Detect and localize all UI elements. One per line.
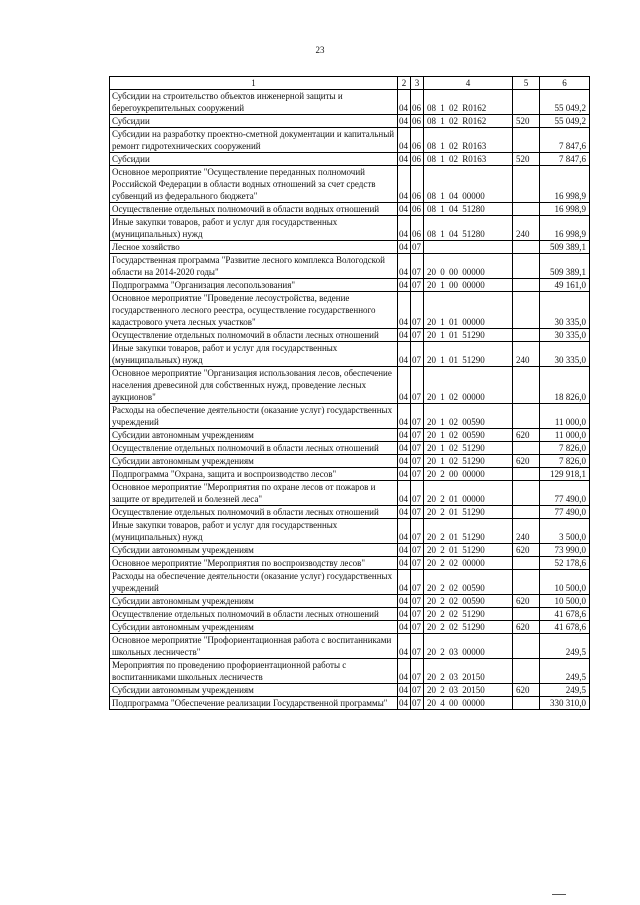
row-target-code: 20 1 02 00590 bbox=[424, 404, 513, 429]
row-subsection: 06 bbox=[411, 203, 424, 216]
row-amount: 249,5 bbox=[540, 659, 590, 684]
row-expense-type bbox=[513, 166, 540, 203]
row-target-code: 08 1 04 00000 bbox=[424, 166, 513, 203]
row-subsection: 07 bbox=[411, 634, 424, 659]
row-target-code: 20 1 00 00000 bbox=[424, 279, 513, 292]
row-expense-type bbox=[513, 634, 540, 659]
column-header-2: 2 bbox=[398, 77, 411, 90]
row-section: 04 bbox=[398, 203, 411, 216]
row-name: Субсидии bbox=[110, 153, 398, 166]
row-amount: 30 335,0 bbox=[540, 342, 590, 367]
row-amount: 7 847,6 bbox=[540, 128, 590, 153]
table-row bbox=[110, 216, 590, 241]
row-amount: 41 678,6 bbox=[540, 621, 590, 634]
row-section: 04 bbox=[398, 429, 411, 442]
row-expense-type bbox=[513, 468, 540, 481]
row-section: 04 bbox=[398, 608, 411, 621]
row-expense-type bbox=[513, 608, 540, 621]
row-name: Основное мероприятие "Мероприятия по охране лесов от пожаров и защите от вредителей и болезней леса" bbox=[110, 481, 398, 506]
row-subsection: 06 bbox=[411, 166, 424, 203]
row-section: 04 bbox=[398, 595, 411, 608]
table-row bbox=[110, 519, 590, 544]
row-expense-type: 620 bbox=[513, 684, 540, 697]
row-amount: 77 490,0 bbox=[540, 506, 590, 519]
row-expense-type bbox=[513, 90, 540, 115]
row-expense-type: 240 bbox=[513, 216, 540, 241]
table-row bbox=[110, 153, 590, 166]
row-name: Иные закупки товаров, работ и услуг для государственных (муниципальных) нужд bbox=[110, 216, 398, 241]
row-section: 04 bbox=[398, 634, 411, 659]
row-name: Субсидии автономным учреждениям bbox=[110, 595, 398, 608]
row-expense-type bbox=[513, 570, 540, 595]
row-section: 04 bbox=[398, 544, 411, 557]
row-name: Осуществление отдельных полномочий в области лесных отношений bbox=[110, 506, 398, 519]
row-amount: 249,5 bbox=[540, 684, 590, 697]
row-target-code: 20 1 01 51290 bbox=[424, 329, 513, 342]
row-target-code: 20 1 02 51290 bbox=[424, 455, 513, 468]
row-amount: 18 826,0 bbox=[540, 367, 590, 404]
row-expense-type: 520 bbox=[513, 115, 540, 128]
table-row bbox=[110, 367, 590, 404]
row-amount: 7 826,0 bbox=[540, 442, 590, 455]
table-row bbox=[110, 404, 590, 429]
row-target-code: 20 2 01 00000 bbox=[424, 481, 513, 506]
row-section: 04 bbox=[398, 506, 411, 519]
row-target-code: 08 1 02 R0163 bbox=[424, 153, 513, 166]
budget-table bbox=[109, 76, 590, 710]
row-name: Основное мероприятие "Мероприятия по воспроизводству лесов" bbox=[110, 557, 398, 570]
table-row bbox=[110, 557, 590, 570]
row-name: Субсидии автономным учреждениям bbox=[110, 621, 398, 634]
table-row bbox=[110, 329, 590, 342]
row-name: Осуществление отдельных полномочий в области лесных отношений bbox=[110, 442, 398, 455]
row-expense-type bbox=[513, 659, 540, 684]
table-row bbox=[110, 342, 590, 367]
page-number: 23 bbox=[315, 45, 325, 55]
row-name: Субсидии автономным учреждениям bbox=[110, 544, 398, 557]
row-subsection: 07 bbox=[411, 570, 424, 595]
table-row bbox=[110, 634, 590, 659]
table-row bbox=[110, 128, 590, 153]
row-section: 04 bbox=[398, 90, 411, 115]
column-header-4: 4 bbox=[424, 77, 513, 90]
row-amount: 330 310,0 bbox=[540, 697, 590, 710]
row-section: 04 bbox=[398, 279, 411, 292]
row-subsection: 07 bbox=[411, 367, 424, 404]
row-name: Субсидии на строительство объектов инженерной защиты и берегоукрепительных сооружений bbox=[110, 90, 398, 115]
row-expense-type bbox=[513, 481, 540, 506]
row-expense-type bbox=[513, 128, 540, 153]
row-target-code: 20 1 01 51290 bbox=[424, 342, 513, 367]
table-row bbox=[110, 506, 590, 519]
row-name: Мероприятия по проведению профориентационной работы с воспитанниками школьных лесничеств bbox=[110, 659, 398, 684]
row-section: 04 bbox=[398, 241, 411, 254]
row-target-code: 08 1 04 51280 bbox=[424, 203, 513, 216]
row-section: 04 bbox=[398, 166, 411, 203]
row-name: Подпрограмма "Обеспечение реализации Государственной программы" bbox=[110, 697, 398, 710]
row-subsection: 07 bbox=[411, 241, 424, 254]
row-amount: 16 998,9 bbox=[540, 166, 590, 203]
column-header-3: 3 bbox=[411, 77, 424, 90]
row-expense-type bbox=[513, 292, 540, 329]
table-row bbox=[110, 166, 590, 203]
row-name: Субсидии автономным учреждениям bbox=[110, 429, 398, 442]
row-expense-type bbox=[513, 203, 540, 216]
row-amount: 129 918,1 bbox=[540, 468, 590, 481]
row-target-code: 20 1 02 51290 bbox=[424, 442, 513, 455]
row-expense-type: 240 bbox=[513, 342, 540, 367]
table-row bbox=[110, 595, 590, 608]
row-subsection: 07 bbox=[411, 506, 424, 519]
row-amount: 55 049,2 bbox=[540, 115, 590, 128]
row-name: Основное мероприятие "Проведение лесоустройства, ведение государственного лесного реестра, осуществление государственного кадастрового учета лесных участков" bbox=[110, 292, 398, 329]
row-target-code: 20 2 03 00000 bbox=[424, 634, 513, 659]
row-section: 04 bbox=[398, 254, 411, 279]
page-edge-mark bbox=[552, 894, 566, 895]
row-subsection: 07 bbox=[411, 292, 424, 329]
row-subsection: 07 bbox=[411, 455, 424, 468]
row-target-code: 20 4 00 00000 bbox=[424, 697, 513, 710]
row-subsection: 06 bbox=[411, 90, 424, 115]
row-expense-type bbox=[513, 279, 540, 292]
row-amount: 41 678,6 bbox=[540, 608, 590, 621]
row-subsection: 07 bbox=[411, 342, 424, 367]
row-name: Основное мероприятие "Организация использования лесов, обеспечение населения древесиной для собственных нужд, проведение лесных аукционов" bbox=[110, 367, 398, 404]
table-row bbox=[110, 481, 590, 506]
row-target-code bbox=[424, 241, 513, 254]
row-section: 04 bbox=[398, 519, 411, 544]
table-row bbox=[110, 659, 590, 684]
row-subsection: 07 bbox=[411, 481, 424, 506]
row-expense-type bbox=[513, 442, 540, 455]
row-target-code: 08 1 02 R0163 bbox=[424, 128, 513, 153]
table-row bbox=[110, 254, 590, 279]
row-subsection: 07 bbox=[411, 697, 424, 710]
row-target-code: 20 1 02 00000 bbox=[424, 367, 513, 404]
table-body bbox=[110, 77, 590, 710]
table-row bbox=[110, 468, 590, 481]
row-section: 04 bbox=[398, 367, 411, 404]
row-section: 04 bbox=[398, 342, 411, 367]
row-amount: 30 335,0 bbox=[540, 292, 590, 329]
row-target-code: 20 2 01 51290 bbox=[424, 519, 513, 544]
column-header-5: 5 bbox=[513, 77, 540, 90]
table-header-row bbox=[110, 77, 590, 90]
row-name: Лесное хозяйство bbox=[110, 241, 398, 254]
table-row bbox=[110, 90, 590, 115]
row-subsection: 07 bbox=[411, 557, 424, 570]
row-section: 04 bbox=[398, 329, 411, 342]
table-row bbox=[110, 697, 590, 710]
row-expense-type bbox=[513, 697, 540, 710]
table-row bbox=[110, 429, 590, 442]
row-name: Государственная программа "Развитие лесного комплекса Вологодской области на 2014-2020 годы" bbox=[110, 254, 398, 279]
row-target-code: 08 1 02 R0162 bbox=[424, 90, 513, 115]
row-expense-type bbox=[513, 241, 540, 254]
row-amount: 77 490,0 bbox=[540, 481, 590, 506]
row-target-code: 20 1 02 00590 bbox=[424, 429, 513, 442]
table-row bbox=[110, 442, 590, 455]
row-section: 04 bbox=[398, 621, 411, 634]
row-amount: 11 000,0 bbox=[540, 429, 590, 442]
row-amount: 10 500,0 bbox=[540, 595, 590, 608]
row-amount: 11 000,0 bbox=[540, 404, 590, 429]
row-expense-type: 240 bbox=[513, 519, 540, 544]
row-target-code: 20 2 01 51290 bbox=[424, 544, 513, 557]
row-amount: 73 990,0 bbox=[540, 544, 590, 557]
row-target-code: 20 2 02 51290 bbox=[424, 621, 513, 634]
row-expense-type: 620 bbox=[513, 455, 540, 468]
row-target-code: 20 2 03 20150 bbox=[424, 684, 513, 697]
row-target-code: 20 2 02 00590 bbox=[424, 570, 513, 595]
row-expense-type bbox=[513, 557, 540, 570]
row-subsection: 06 bbox=[411, 115, 424, 128]
row-section: 04 bbox=[398, 468, 411, 481]
row-section: 04 bbox=[398, 115, 411, 128]
row-target-code: 20 2 00 00000 bbox=[424, 468, 513, 481]
row-target-code: 08 1 04 51280 bbox=[424, 216, 513, 241]
row-section: 04 bbox=[398, 153, 411, 166]
row-name: Расходы на обеспечение деятельности (оказание услуг) государственных учреждений bbox=[110, 404, 398, 429]
row-target-code: 20 2 02 51290 bbox=[424, 608, 513, 621]
row-subsection: 07 bbox=[411, 468, 424, 481]
row-section: 04 bbox=[398, 442, 411, 455]
row-expense-type: 620 bbox=[513, 595, 540, 608]
row-amount: 49 161,0 bbox=[540, 279, 590, 292]
row-subsection: 07 bbox=[411, 544, 424, 557]
row-subsection: 06 bbox=[411, 153, 424, 166]
table-row bbox=[110, 570, 590, 595]
row-target-code: 20 2 01 51290 bbox=[424, 506, 513, 519]
row-amount: 3 500,0 bbox=[540, 519, 590, 544]
row-section: 04 bbox=[398, 659, 411, 684]
row-section: 04 bbox=[398, 481, 411, 506]
column-header-6: 6 bbox=[540, 77, 590, 90]
row-target-code: 20 2 02 00590 bbox=[424, 595, 513, 608]
row-subsection: 07 bbox=[411, 608, 424, 621]
row-name: Осуществление отдельных полномочий в области лесных отношений bbox=[110, 329, 398, 342]
row-amount: 7 847,6 bbox=[540, 153, 590, 166]
row-name: Субсидии автономным учреждениям bbox=[110, 684, 398, 697]
row-expense-type bbox=[513, 254, 540, 279]
row-amount: 10 500,0 bbox=[540, 570, 590, 595]
row-section: 04 bbox=[398, 697, 411, 710]
row-section: 04 bbox=[398, 404, 411, 429]
row-expense-type bbox=[513, 329, 540, 342]
row-expense-type bbox=[513, 367, 540, 404]
table-row bbox=[110, 455, 590, 468]
row-target-code: 08 1 02 R0162 bbox=[424, 115, 513, 128]
row-subsection: 07 bbox=[411, 329, 424, 342]
row-section: 04 bbox=[398, 128, 411, 153]
row-subsection: 07 bbox=[411, 429, 424, 442]
row-amount: 16 998,9 bbox=[540, 216, 590, 241]
row-target-code: 20 1 01 00000 bbox=[424, 292, 513, 329]
row-subsection: 07 bbox=[411, 621, 424, 634]
row-name: Субсидии автономным учреждениям bbox=[110, 455, 398, 468]
row-expense-type bbox=[513, 506, 540, 519]
row-name: Субсидии bbox=[110, 115, 398, 128]
row-section: 04 bbox=[398, 292, 411, 329]
row-expense-type: 620 bbox=[513, 544, 540, 557]
table-row bbox=[110, 544, 590, 557]
row-amount: 509 389,1 bbox=[540, 254, 590, 279]
row-name: Осуществление отдельных полномочий в области водных отношений bbox=[110, 203, 398, 216]
row-amount: 52 178,6 bbox=[540, 557, 590, 570]
row-name: Основное мероприятие "Осуществление переданных полномочий Российской Федерации в области водных отношений за счет средств субвенций из федерального бюджета" bbox=[110, 166, 398, 203]
row-section: 04 bbox=[398, 570, 411, 595]
table-row bbox=[110, 621, 590, 634]
row-expense-type: 520 bbox=[513, 153, 540, 166]
row-amount: 509 389,1 bbox=[540, 241, 590, 254]
table-row bbox=[110, 279, 590, 292]
row-subsection: 06 bbox=[411, 128, 424, 153]
row-amount: 16 998,9 bbox=[540, 203, 590, 216]
row-subsection: 07 bbox=[411, 684, 424, 697]
row-section: 04 bbox=[398, 684, 411, 697]
row-name: Осуществление отдельных полномочий в области лесных отношений bbox=[110, 608, 398, 621]
row-amount: 249,5 bbox=[540, 634, 590, 659]
row-name: Подпрограмма "Охрана, защита и воспроизводство лесов" bbox=[110, 468, 398, 481]
row-expense-type: 620 bbox=[513, 429, 540, 442]
row-subsection: 07 bbox=[411, 659, 424, 684]
table-row bbox=[110, 115, 590, 128]
row-expense-type: 620 bbox=[513, 621, 540, 634]
row-amount: 7 826,0 bbox=[540, 455, 590, 468]
row-section: 04 bbox=[398, 455, 411, 468]
table-row bbox=[110, 241, 590, 254]
row-amount: 30 335,0 bbox=[540, 329, 590, 342]
row-subsection: 07 bbox=[411, 254, 424, 279]
row-subsection: 07 bbox=[411, 595, 424, 608]
row-subsection: 07 bbox=[411, 404, 424, 429]
row-subsection: 07 bbox=[411, 519, 424, 544]
row-name: Расходы на обеспечение деятельности (оказание услуг) государственных учреждений bbox=[110, 570, 398, 595]
row-amount: 55 049,2 bbox=[540, 90, 590, 115]
row-subsection: 07 bbox=[411, 442, 424, 455]
row-section: 04 bbox=[398, 216, 411, 241]
row-name: Субсидии на разработку проектно-сметной документации и капитальный ремонт гидротехнических сооружений bbox=[110, 128, 398, 153]
table-row bbox=[110, 684, 590, 697]
row-name: Подпрограмма "Организация лесопользования" bbox=[110, 279, 398, 292]
table-row bbox=[110, 203, 590, 216]
row-name: Иные закупки товаров, работ и услуг для государственных (муниципальных) нужд bbox=[110, 519, 398, 544]
row-name: Иные закупки товаров, работ и услуг для государственных (муниципальных) нужд bbox=[110, 342, 398, 367]
row-expense-type bbox=[513, 404, 540, 429]
row-target-code: 20 2 03 20150 bbox=[424, 659, 513, 684]
row-target-code: 20 0 00 00000 bbox=[424, 254, 513, 279]
row-name: Основное мероприятие "Профориентационная работа с воспитанниками школьных лесничеств" bbox=[110, 634, 398, 659]
table-row bbox=[110, 608, 590, 621]
table-row bbox=[110, 292, 590, 329]
row-subsection: 06 bbox=[411, 216, 424, 241]
row-target-code: 20 2 02 00000 bbox=[424, 557, 513, 570]
row-section: 04 bbox=[398, 557, 411, 570]
column-header-1: 1 bbox=[110, 77, 398, 90]
row-subsection: 07 bbox=[411, 279, 424, 292]
